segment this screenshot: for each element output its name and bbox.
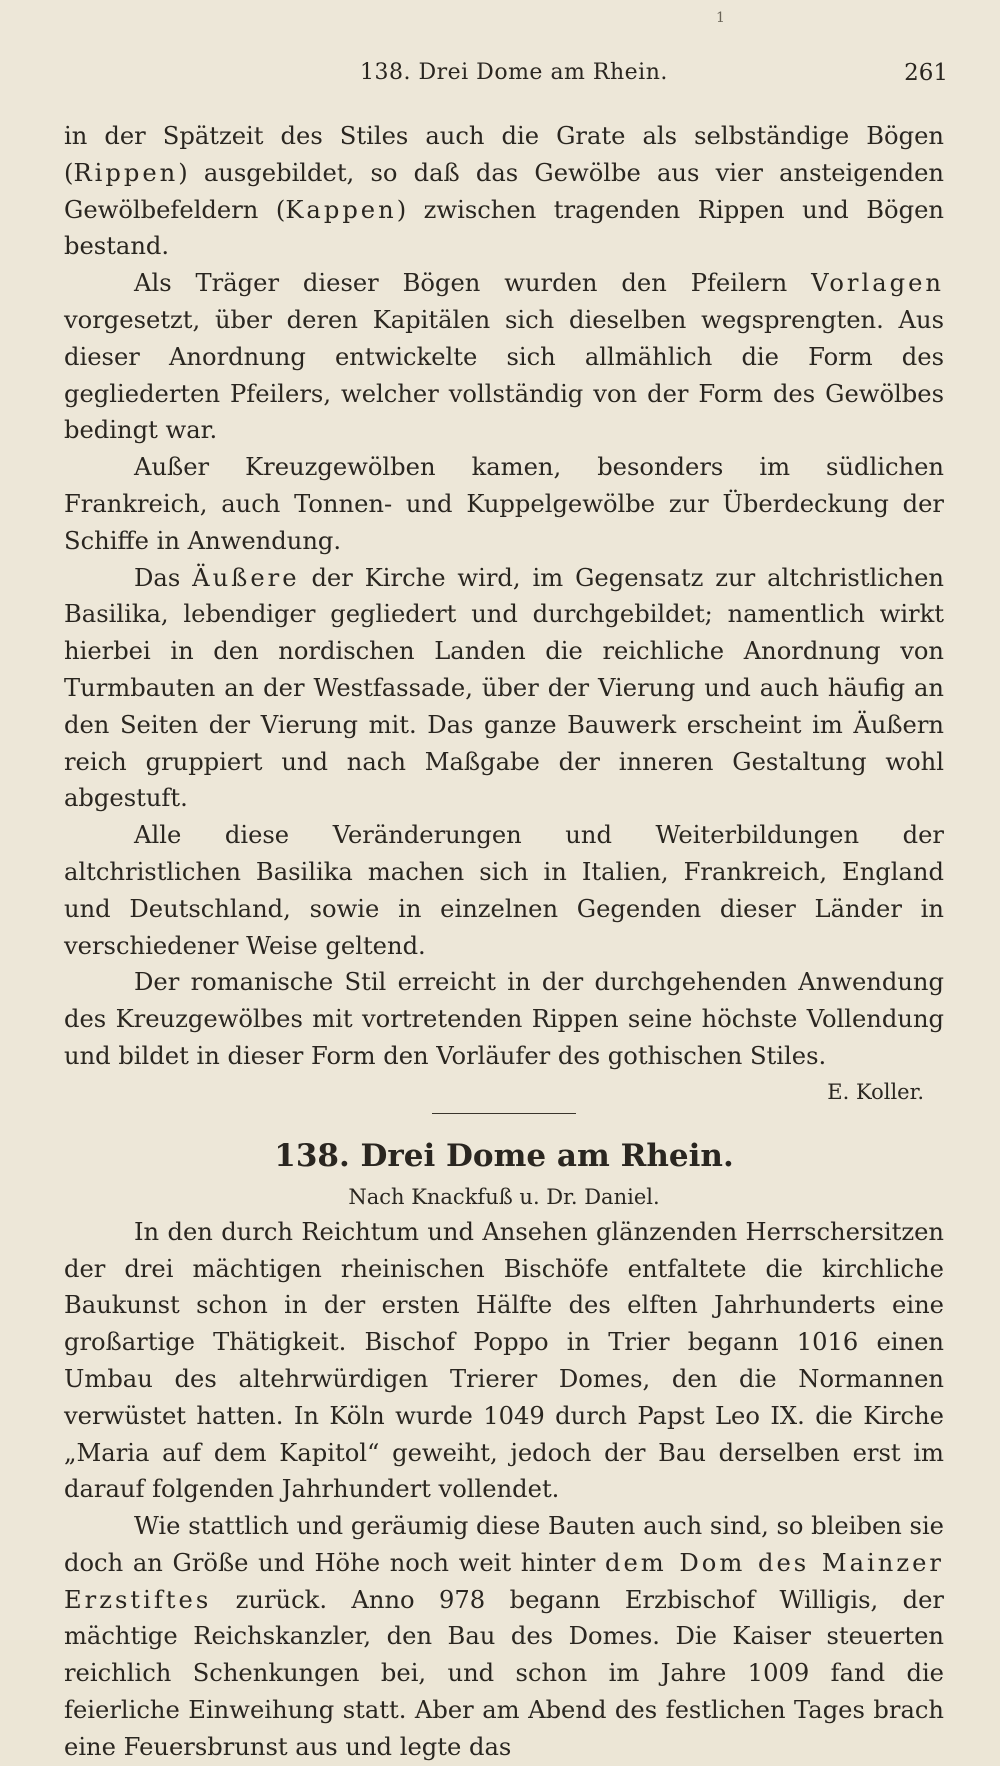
paragraph: In den durch Reichtum und Ansehen glänzenden Herrschersitzen der drei mächtigen rheinischen Bischöfe entfaltete die kirchliche Baukunst schon in der ersten Hälfte des elften Jahrhunderts eine großartige Thätigkeit. Bischof Poppo in Trier begann 1016 einen Umbau des altehrwürdigen Trierer Domes, den die Normannen verwüstet hatten. In Köln wurde 1049 durch Papst Leo IX. die Kirche „Maria auf dem Kapitol“ geweiht, jedoch der Bau derselben erst im darauf folgenden Jahrhundert vollendet.: [64, 1217, 944, 1504]
paragraph: Als Träger dieser Bögen wurden den Pfeilern Vorlagen vorgesetzt, über deren Kapitälen sich dieselben wegsprengten. Aus dieser Anordnung entwickelte sich allmählich die Form des gegliederten Pfeilers, welcher vollständig von der Form des Gewölbes bedingt war.: [64, 269, 944, 445]
paragraph: Alle diese Veränderungen und Weiterbildungen der altchristlichen Basilika machen sich in Italien, Frankreich, England und Deutschland, sowie in einzelnen Gegenden dieser Länder in verschiedener Weise geltend.: [64, 821, 944, 960]
page-mark: 1: [716, 10, 725, 26]
running-header: [0, 60, 1000, 90]
emphasis-text: Äußere: [192, 563, 300, 592]
emphasis-text: Rippen: [73, 158, 179, 187]
body-text: [64, 118, 944, 1766]
paragraph: Wie stattlich und geräumig diese Bauten auch sind, so bleiben sie doch an Größe und Höhe noch weit hinter dem Dom des Mainzer Erzstiftes zurück. Anno 978 begann Erzbischof Willigis, der mächtige Reichskanzler, den Bau des Domes. Die Kaiser steuerten reichlich Schenkungen bei, und schon im Jahre 1009 fand die feierliche Einweihung statt. Aber am Abend des festlichen Tages brach eine Feuersbrunst aus und legte das: [64, 1512, 944, 1761]
emphasis-text: dem Dom des Mainzer Erzstiftes: [64, 1548, 944, 1614]
paragraph: Der romanische Stil erreicht in der durchgehenden Anwendung des Kreuzgewölbes mit vortretenden Rippen seine höchste Vollendung und bildet in dieser Form den Vorläufer des gothischen Stiles.: [64, 968, 944, 1070]
emphasis-text: Vorlagen: [811, 269, 944, 298]
page-number: 261: [904, 60, 948, 86]
running-title: 138. Drei Dome am Rhein.: [360, 60, 668, 85]
paragraph: Außer Kreuzgewölben kamen, besonders im südlichen Frankreich, auch Tonnen- und Kuppelgewölbe zur Überdeckung der Schiffe in Anwendung.: [64, 453, 944, 555]
section-source: Nach Knackfuß u. Dr. Daniel.: [348, 1184, 660, 1209]
author-signature: E. Koller.: [827, 1079, 924, 1104]
emphasis-text: Kappen: [285, 195, 397, 224]
paragraph: Das Äußere der Kirche wird, im Gegensatz zur altchristlichen Basilika, lebendiger gegliedert und durchgebildet; namentlich wirkt hierbei in den nordischen Landen die reichliche Anordnung von Turmbauten an der Westfassade, über der Vierung und auch häufig an den Seiten der Vierung mit. Das ganze Bauwerk erscheint im Äußern reich gruppiert und nach Maßgabe der inneren Gestaltung wohl abgestuft.: [64, 563, 944, 813]
section-divider: [432, 1113, 576, 1114]
paragraph: in der Spätzeit des Stiles auch die Grate als selbständige Bögen (Rippen) ausgebildet, so daß das Gewölbe aus vier ansteigenden Gewölbefeldern (Kappen) zwischen tragenden Rippen und Bögen bestand.: [64, 122, 944, 261]
section-heading: 138. Drei Dome am Rhein.: [274, 1137, 734, 1174]
